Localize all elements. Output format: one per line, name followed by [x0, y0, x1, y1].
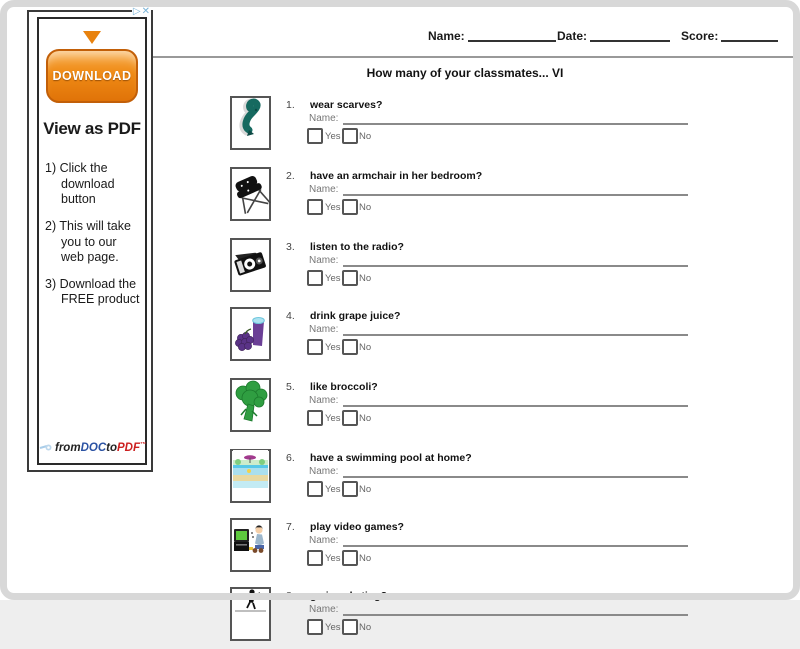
- logo-doc: DOC: [80, 442, 107, 454]
- download-button[interactable]: [46, 49, 138, 103]
- question-text: play video games?: [310, 521, 404, 533]
- yes-label: Yes: [325, 413, 341, 424]
- question-text: listen to the radio?: [310, 241, 404, 253]
- no-checkbox[interactable]: [342, 410, 358, 426]
- ice-skating-icon: [233, 588, 268, 641]
- question-text: have an armchair in her bedroom?: [310, 170, 483, 182]
- name-label: Name:: [309, 113, 339, 124]
- broccoli-icon: [233, 379, 268, 432]
- no-checkbox[interactable]: [342, 339, 358, 355]
- question-number: 6.: [286, 452, 295, 464]
- yes-checkbox[interactable]: [307, 481, 323, 497]
- yes-checkbox[interactable]: [307, 619, 323, 635]
- download-button-label: DOWNLOAD: [52, 69, 132, 83]
- question-row: [0, 587, 800, 649]
- name-write-line: [343, 123, 688, 125]
- date-header-label: Date:: [557, 29, 588, 43]
- name-label: Name:: [309, 466, 339, 477]
- question-number: 3.: [286, 241, 295, 253]
- logo-to: to: [106, 442, 117, 454]
- yes-label: Yes: [325, 202, 341, 213]
- down-arrow-icon: [83, 31, 101, 44]
- yes-label: Yes: [325, 553, 341, 564]
- yes-label: Yes: [325, 484, 341, 495]
- question-row: [0, 96, 800, 158]
- question-row: [0, 449, 800, 511]
- no-label: No: [359, 202, 372, 213]
- name-label: Name:: [309, 255, 339, 266]
- grape-juice-icon: [233, 308, 268, 361]
- no-checkbox[interactable]: [342, 270, 358, 286]
- yes-label: Yes: [325, 273, 341, 284]
- yes-label: Yes: [325, 342, 341, 353]
- no-label: No: [359, 273, 372, 284]
- name-write-line: [343, 614, 688, 616]
- question-number: 1.: [286, 99, 295, 111]
- name-header-label: Name:: [428, 29, 465, 43]
- question-row: [0, 167, 800, 229]
- name-label: Name:: [309, 395, 339, 406]
- name-write-line: [343, 334, 688, 336]
- question-number: 2.: [286, 170, 295, 182]
- question-image-box: [230, 167, 271, 221]
- question-image-box: [230, 238, 271, 292]
- no-label: No: [359, 131, 372, 142]
- name-label: Name:: [309, 324, 339, 335]
- question-number: 8.: [286, 590, 295, 602]
- worksheet-title: How many of your classmates... VI: [366, 66, 564, 80]
- question-image-box: [230, 449, 271, 503]
- ad-controls: [132, 7, 151, 17]
- name-write-line: [343, 476, 688, 478]
- question-row: [0, 307, 800, 369]
- question-number: 4.: [286, 310, 295, 322]
- yes-checkbox[interactable]: [307, 270, 323, 286]
- scarf-icon: [233, 97, 268, 150]
- score-header-label: Score:: [681, 29, 719, 43]
- ad-step: 3) Download the FREE product: [45, 276, 140, 307]
- name-label: Name:: [309, 535, 339, 546]
- no-checkbox[interactable]: [342, 128, 358, 144]
- question-text: have a swimming pool at home?: [310, 452, 472, 464]
- no-label: No: [359, 342, 372, 353]
- logo-from: from: [55, 442, 81, 454]
- name-write-line: [343, 265, 688, 267]
- question-image-box: [230, 518, 271, 572]
- question-text: wear scarves?: [310, 99, 383, 111]
- question-image-box: [230, 378, 271, 432]
- ad-step: 2) This will take you to our web page.: [45, 218, 131, 265]
- yes-checkbox[interactable]: [307, 550, 323, 566]
- logo-trademark: ™: [139, 442, 146, 448]
- radio-icon: [233, 239, 268, 292]
- question-number: 7.: [286, 521, 295, 533]
- armchair-icon: [233, 168, 268, 221]
- swimming-pool-icon: [233, 450, 268, 503]
- no-label: No: [359, 553, 372, 564]
- name-blank-line: [468, 40, 556, 42]
- yes-checkbox[interactable]: [307, 339, 323, 355]
- no-checkbox[interactable]: [342, 199, 358, 215]
- yes-checkbox[interactable]: [307, 199, 323, 215]
- yes-label: Yes: [325, 131, 341, 142]
- video-games-icon: [233, 519, 268, 572]
- ad-heading: View as PDF: [43, 119, 141, 138]
- date-blank-line: [590, 40, 670, 42]
- question-image-box: [230, 307, 271, 361]
- question-row: [0, 378, 800, 440]
- header-date-field: [557, 29, 670, 43]
- no-checkbox[interactable]: [342, 481, 358, 497]
- logo-pdf: PDF: [116, 442, 140, 454]
- question-row: [0, 238, 800, 300]
- adchoices-icon[interactable]: ▷: [132, 6, 141, 17]
- question-image-box: [230, 587, 271, 641]
- question-image-box: [230, 96, 271, 150]
- score-blank-line: [721, 40, 778, 42]
- no-label: No: [359, 484, 372, 495]
- name-write-line: [343, 405, 688, 407]
- name-write-line: [343, 545, 688, 547]
- yes-checkbox[interactable]: [307, 410, 323, 426]
- question-text: go ice-skating?: [310, 590, 388, 602]
- question-text: like broccoli?: [310, 381, 378, 393]
- no-checkbox[interactable]: [342, 619, 358, 635]
- name-label: Name:: [309, 604, 339, 615]
- no-label: No: [359, 622, 372, 633]
- question-row: [0, 518, 800, 580]
- yes-label: Yes: [325, 622, 341, 633]
- name-label: Name:: [309, 184, 339, 195]
- ad-step: 1) Click the download button: [45, 161, 115, 207]
- header-score-field: [681, 29, 778, 43]
- name-write-line: [343, 194, 688, 196]
- question-number: 5.: [286, 381, 295, 393]
- close-icon[interactable]: ✕: [141, 6, 150, 17]
- no-checkbox[interactable]: [342, 550, 358, 566]
- header-name-field: [428, 29, 556, 43]
- question-text: drink grape juice?: [310, 310, 401, 322]
- yes-checkbox[interactable]: [307, 128, 323, 144]
- no-label: No: [359, 413, 372, 424]
- header-divider: [153, 56, 800, 58]
